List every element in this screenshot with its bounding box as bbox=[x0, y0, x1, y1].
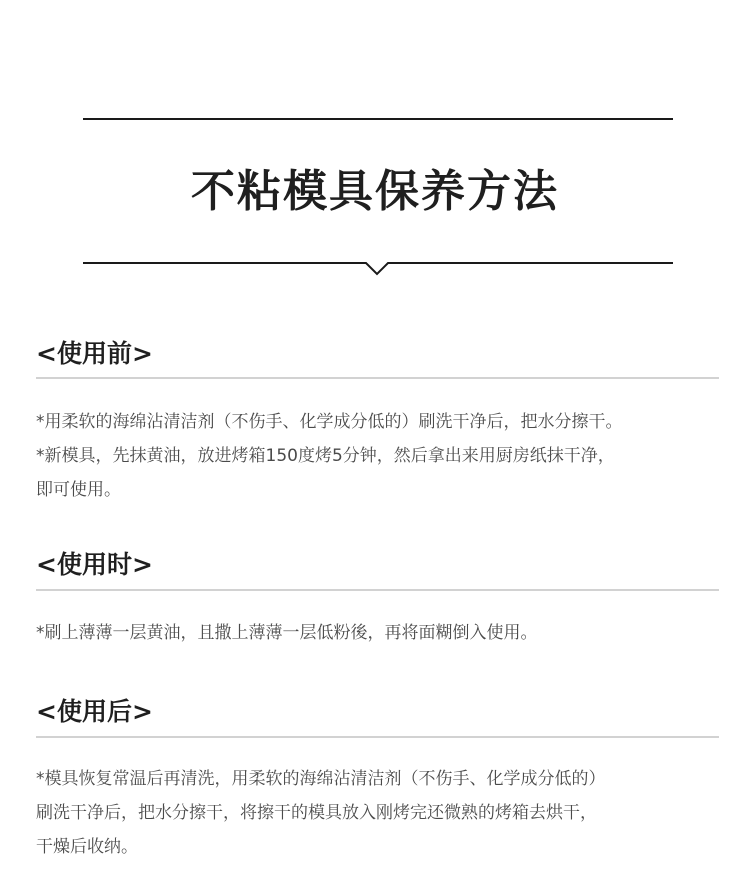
section-heading-during-use: <使用时> bbox=[36, 550, 153, 579]
section-body-before-use bbox=[36, 405, 736, 507]
section-body-during-use bbox=[36, 616, 736, 650]
text-line: *模具恢复常温后再清洗，用柔软的海绵沾清洁剂（不伤手、化学成分低的） bbox=[36, 769, 606, 789]
section-body-after-use bbox=[36, 762, 736, 864]
text-line: 即可使用。 bbox=[36, 480, 121, 500]
text-line: 刷洗干净后，把水分擦干，将擦干的模具放入刚烤完还微熟的烤箱去烘干， bbox=[36, 803, 597, 823]
title-bottom-rule-with-pointer bbox=[83, 251, 673, 277]
section-heading-before-use: <使用前> bbox=[36, 339, 153, 368]
section-divider bbox=[36, 736, 719, 738]
text-line: *新模具，先抹黄油，放进烤箱150度烤5分钟，然后拿出来用厨房纸抹干净， bbox=[36, 446, 615, 466]
title-top-rule bbox=[83, 118, 673, 120]
section-divider bbox=[36, 377, 719, 379]
section-heading-after-use: <使用后> bbox=[36, 697, 153, 726]
text-line: *用柔软的海绵沾清洁剂（不伤手、化学成分低的）刷洗干净后，把水分擦干。 bbox=[36, 412, 623, 432]
text-line: *刷上薄薄一层黄油，且撒上薄薄一层低粉後，再将面糊倒入使用。 bbox=[36, 623, 538, 643]
section-divider bbox=[36, 589, 719, 591]
page-title: 不粘模具保养方法 bbox=[191, 166, 559, 217]
text-line: 干燥后收纳。 bbox=[36, 837, 138, 857]
